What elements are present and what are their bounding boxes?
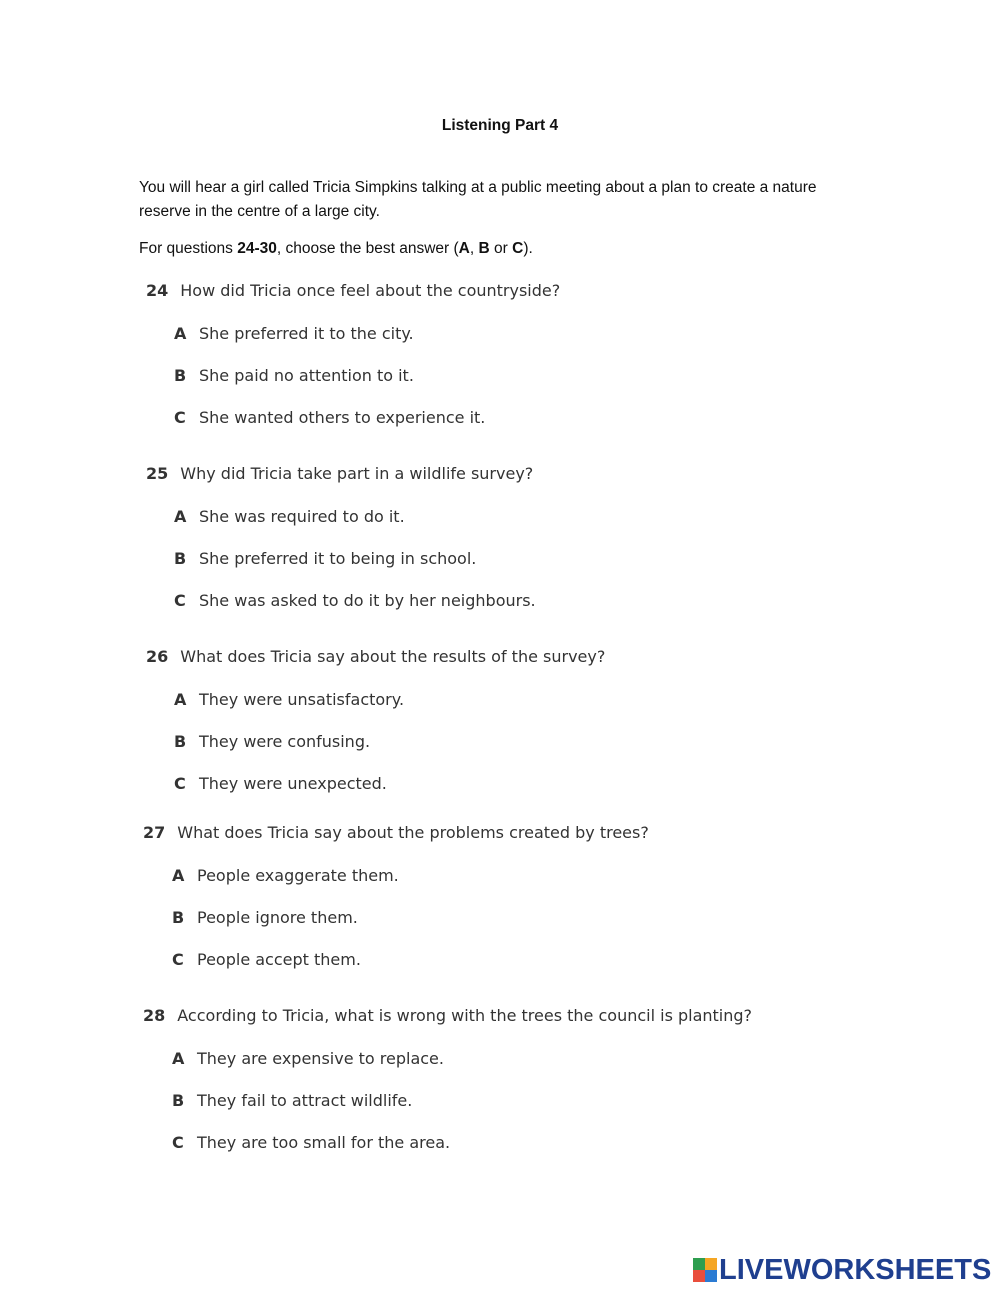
- option-b[interactable]: [172, 908, 358, 927]
- option-b[interactable]: [172, 1091, 412, 1110]
- intro-paragraph: You will hear a girl called Tricia Simpkins talking at a public meeting about a plan to create a nature reserve in the centre of a large city.: [139, 179, 817, 220]
- question-line: [143, 1006, 752, 1025]
- option-text: They were confusing.: [199, 732, 371, 751]
- option-text: She was required to do it.: [199, 507, 405, 526]
- instructions-letter-a: A: [458, 240, 470, 257]
- option-letter: B: [174, 732, 187, 751]
- option-text: People exaggerate them.: [197, 866, 399, 885]
- logo-square: [693, 1270, 705, 1282]
- option-text: They are too small for the area.: [197, 1133, 451, 1152]
- option-text: She preferred it to being in school.: [199, 549, 477, 568]
- option-text: They are expensive to replace.: [197, 1049, 444, 1068]
- question-line: [143, 823, 649, 842]
- option-text: People accept them.: [197, 950, 361, 969]
- option-letter: C: [172, 1133, 184, 1152]
- logo-square: [705, 1258, 717, 1270]
- option-c[interactable]: [174, 408, 485, 427]
- option-text: She was asked to do it by her neighbours.: [199, 591, 536, 610]
- option-text: They fail to attract wildlife.: [197, 1091, 413, 1110]
- instructions-sep: or: [489, 240, 513, 257]
- option-letter: C: [172, 950, 184, 969]
- option-a[interactable]: [172, 866, 399, 885]
- option-c[interactable]: [174, 591, 536, 610]
- option-b[interactable]: [174, 549, 476, 568]
- instructions: [139, 237, 869, 261]
- question-number: 24: [146, 281, 169, 300]
- option-c[interactable]: [174, 774, 387, 793]
- option-letter: B: [172, 1091, 185, 1110]
- liveworksheets-logo-icon: [693, 1258, 717, 1282]
- question-number: 26: [146, 647, 169, 666]
- option-text: She wanted others to experience it.: [199, 408, 486, 427]
- instructions-range: 24-30: [237, 240, 277, 257]
- question-text: What does Tricia say about the problems created by trees?: [177, 823, 649, 842]
- instructions-suffix: ).: [523, 240, 533, 257]
- page-title: Listening Part 4: [441, 117, 559, 134]
- question-line: [146, 281, 560, 300]
- option-letter: B: [174, 366, 187, 385]
- logo-text: LIVEWORKSHEETS: [719, 1253, 992, 1286]
- instructions-middle: , choose the best answer (: [276, 240, 459, 257]
- liveworksheets-logo: [693, 1254, 991, 1286]
- option-c[interactable]: [172, 950, 361, 969]
- question-text: What does Tricia say about the results of the survey?: [180, 647, 606, 666]
- question-text: How did Tricia once feel about the countryside?: [180, 281, 561, 300]
- question-text: Why did Tricia take part in a wildlife survey?: [180, 464, 534, 483]
- option-a[interactable]: [174, 690, 404, 709]
- instructions-sep: ,: [469, 240, 479, 257]
- instructions-letter-c: C: [512, 240, 524, 257]
- question-line: [146, 647, 605, 666]
- option-a[interactable]: [174, 507, 405, 526]
- instructions-prefix: For questions: [139, 240, 238, 257]
- option-letter: C: [174, 408, 186, 427]
- option-letter: B: [172, 908, 185, 927]
- option-text: They were unsatisfactory.: [199, 690, 405, 709]
- question-number: 28: [143, 1006, 166, 1025]
- option-text: People ignore them.: [197, 908, 358, 927]
- question-line: [146, 464, 533, 483]
- option-b[interactable]: [174, 366, 414, 385]
- option-letter: C: [174, 591, 186, 610]
- option-letter: A: [172, 1049, 185, 1068]
- option-letter: B: [174, 549, 187, 568]
- option-text: They were unexpected.: [199, 774, 387, 793]
- option-text: She paid no attention to it.: [199, 366, 414, 385]
- option-letter: C: [174, 774, 186, 793]
- question-number: 27: [143, 823, 166, 842]
- option-a[interactable]: [174, 324, 414, 343]
- option-c[interactable]: [172, 1133, 450, 1152]
- option-letter: A: [174, 507, 187, 526]
- option-letter: A: [174, 690, 187, 709]
- option-letter: A: [174, 324, 187, 343]
- question-number: 25: [146, 464, 169, 483]
- question-text: According to Tricia, what is wrong with the trees the council is planting?: [177, 1006, 753, 1025]
- logo-square: [705, 1270, 717, 1282]
- option-text: She preferred it to the city.: [199, 324, 414, 343]
- logo-square: [693, 1258, 705, 1270]
- instructions-letter-b: B: [478, 240, 490, 257]
- option-b[interactable]: [174, 732, 370, 751]
- option-letter: A: [172, 866, 185, 885]
- option-a[interactable]: [172, 1049, 444, 1068]
